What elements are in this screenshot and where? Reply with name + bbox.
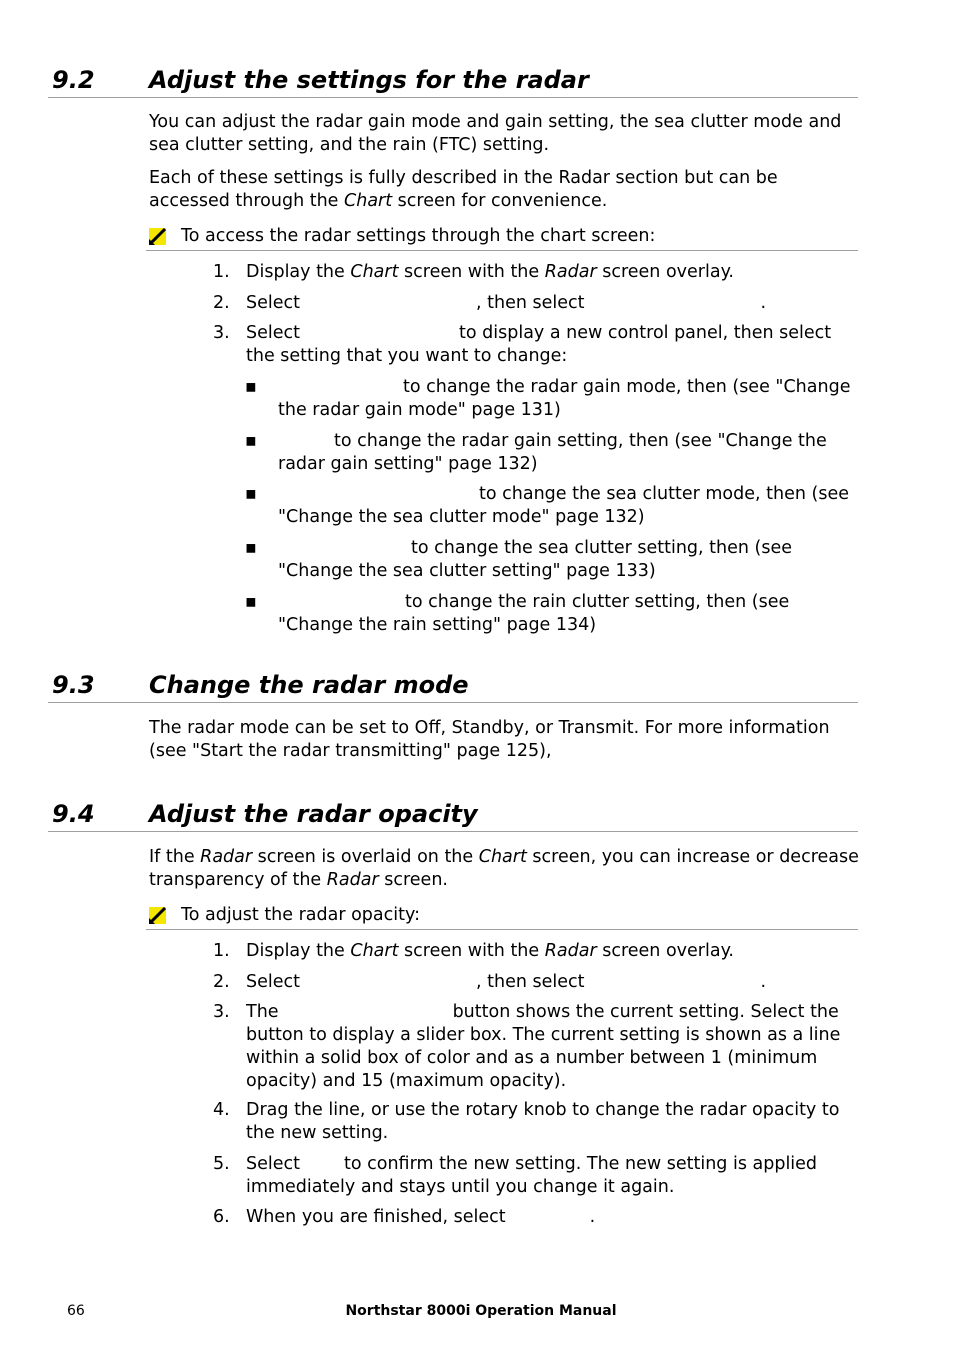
footer-manual-title: Northstar 8000i Operation Manual [345, 1303, 617, 1319]
section-heading-9-3 [48, 668, 858, 703]
paragraph: Each of these settings is fully described in the Radar section but can be accessed through the Chart screen for convenience. [149, 168, 778, 211]
procedure-heading [146, 904, 858, 930]
section-title: Adjust the settings for the radar [149, 66, 589, 94]
procedure-title: To adjust the radar opacity: [181, 905, 420, 925]
procedure-pencil-icon [149, 907, 166, 924]
procedure-heading [146, 225, 858, 251]
paragraph: You can adjust the radar gain mode and gain setting, the sea clutter mode and sea clutter setting, and the rain (FTC) setting. [149, 112, 842, 155]
section-number: 9.4 [52, 800, 95, 828]
paragraph: If the Radar screen is overlaid on the Chart screen, you can increase or decrease transparency of the Radar screen. [149, 847, 859, 890]
section-heading-9-2 [48, 63, 858, 98]
section-number: 9.2 [52, 66, 95, 94]
procedure-title: To access the radar settings through the chart screen: [181, 226, 656, 246]
section-title: Change the radar mode [149, 671, 469, 699]
procedure-pencil-icon [149, 228, 166, 245]
section-number: 9.3 [52, 671, 95, 699]
section-title: Adjust the radar opacity [149, 800, 478, 828]
section-heading-9-4 [48, 797, 858, 832]
page-number: 66 [67, 1303, 85, 1319]
paragraph: The radar mode can be set to Off, Standby, or Transmit. For more information (see "Start the radar transmitting" page 125), [149, 718, 830, 761]
